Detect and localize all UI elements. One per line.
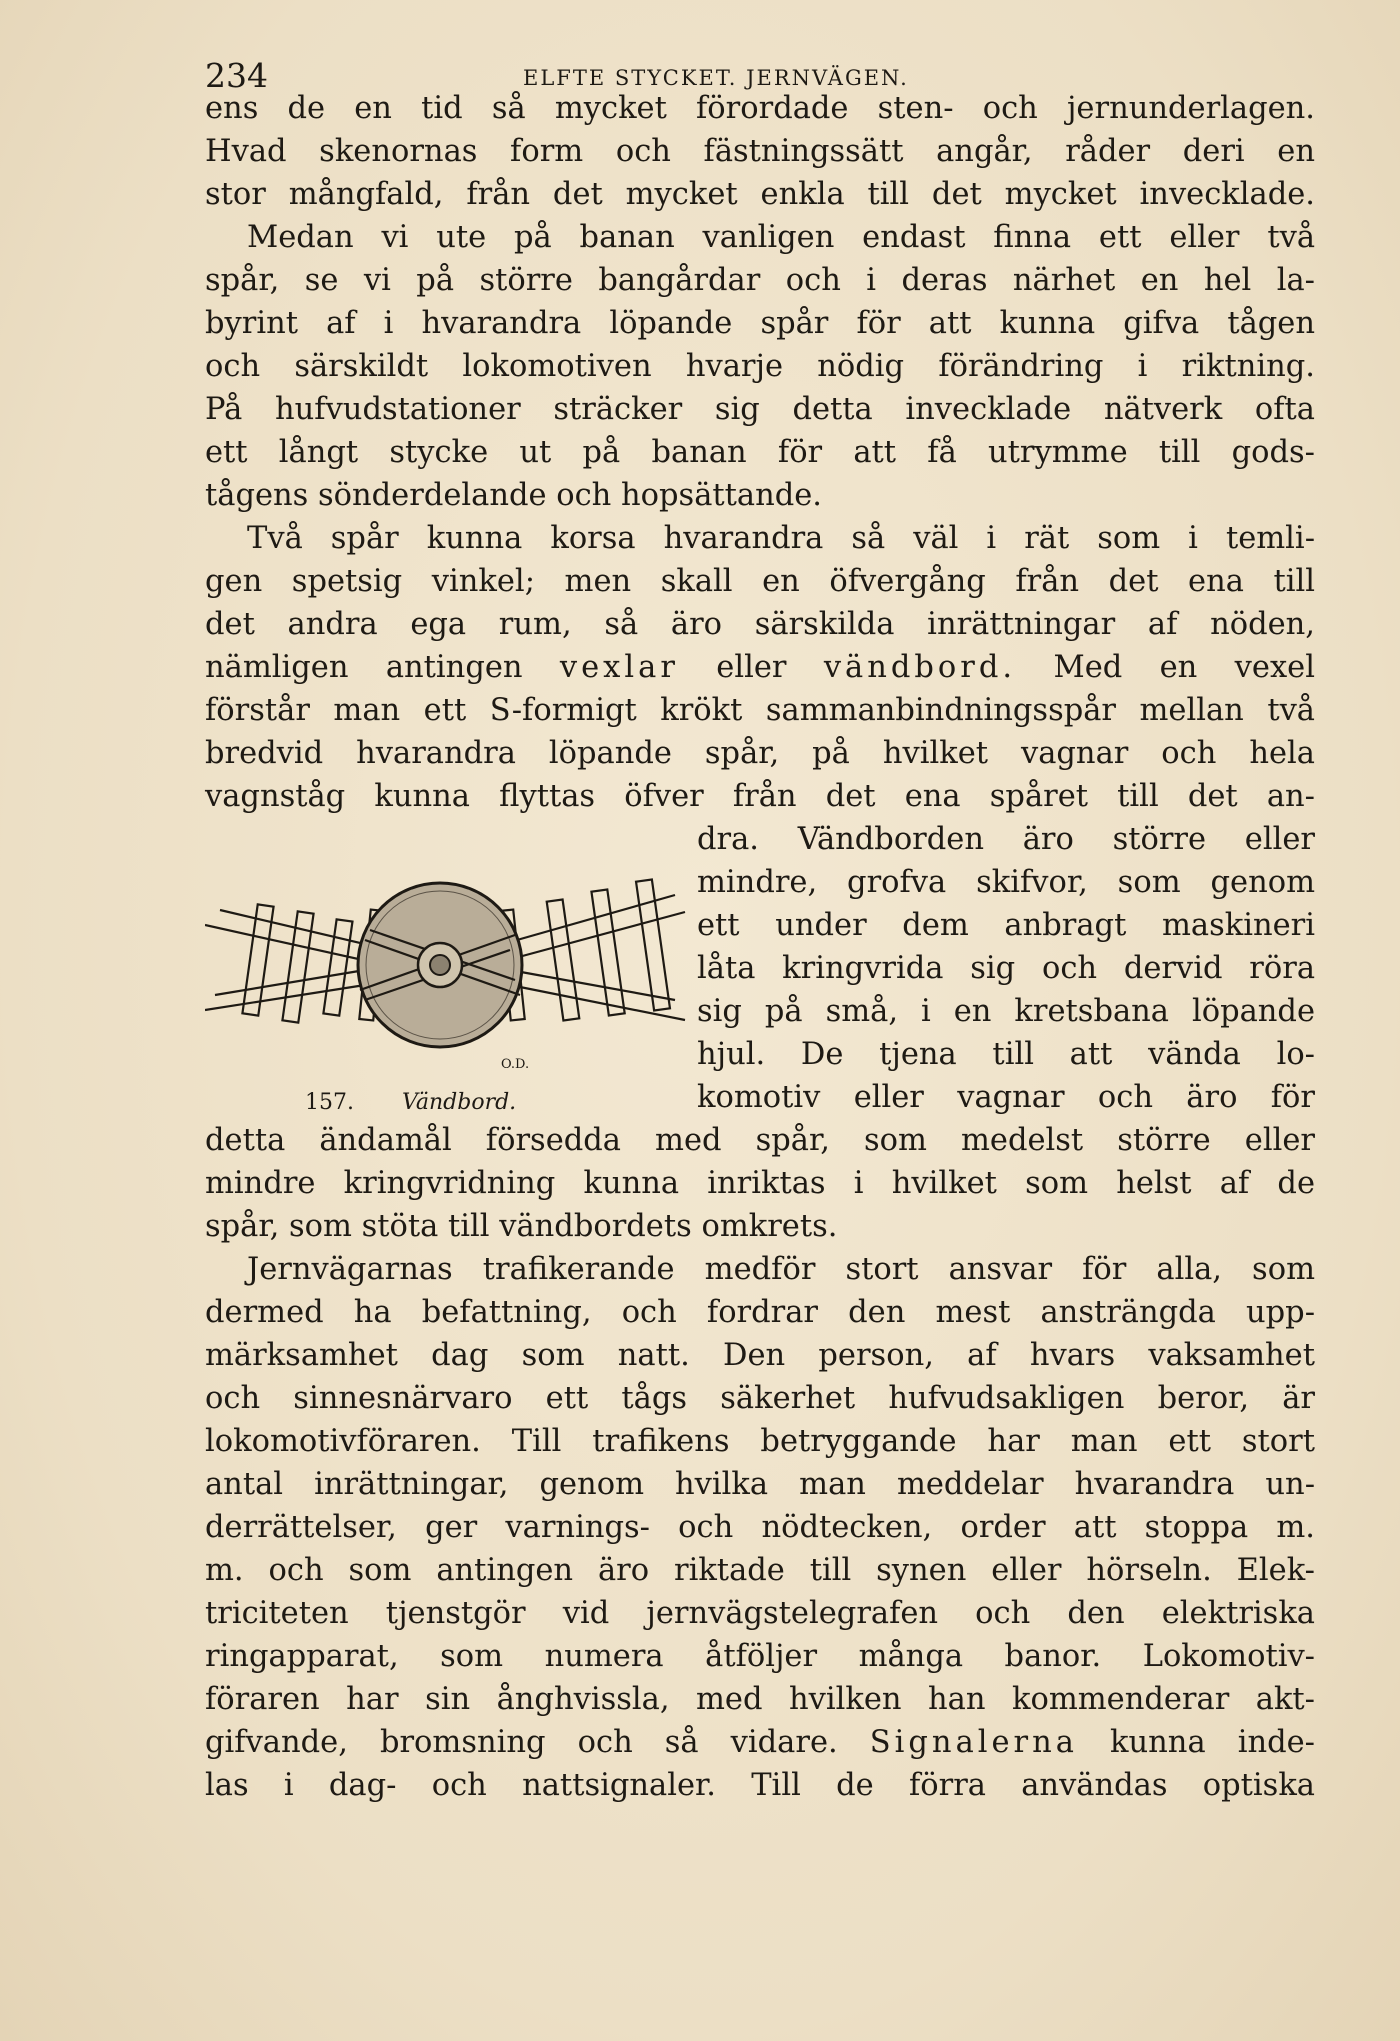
- text-line: ens de en tid så mycket förordade sten- och jernunderlagen.: [205, 91, 1315, 126]
- text-run: gifvande, bromsning och så vidare.: [205, 1725, 838, 1760]
- text-line: ett under dem anbragt maskineri: [697, 908, 1315, 943]
- text-line: hjul. De tjena till att vända lo-: [697, 1037, 1315, 1072]
- text-line: bredvid hvarandra löpande spår, på hvilket vagnar och hela: [205, 736, 1315, 771]
- text-line: komotiv eller vagnar och äro för: [697, 1080, 1315, 1115]
- text-run: kunna inde-: [1110, 1725, 1315, 1760]
- text-line: mindre kringvridning kunna inriktas i hvilket som helst af de: [205, 1166, 1315, 1201]
- text-line: Två spår kunna korsa hvarandra så väl i rät som i temli-: [247, 521, 1315, 556]
- text-line: lokomotivföraren. Till trafikens betryggande har man ett stort: [205, 1424, 1315, 1459]
- text-line: Medan vi ute på banan vanligen endast finna ett eller två: [247, 220, 1315, 255]
- text-line: stor mångfald, från det mycket enkla till det mycket invecklade.: [205, 177, 1315, 212]
- text-line: spår, se vi på större bangårdar och i deras närhet en hel la-: [205, 263, 1315, 298]
- text-line: Hvad skenornas form och fästningssätt angår, råder deri en: [205, 134, 1315, 169]
- text-line: m. och som antingen äro riktade till synen eller hörseln. Elek-: [205, 1553, 1315, 1588]
- text-run: Med en vexel: [1053, 650, 1315, 685]
- text-line: ringapparat, som numera åtföljer många banor. Lokomotiv-: [205, 1639, 1315, 1674]
- text-line: det andra ega rum, så äro särskilda inrättningar af nöden,: [205, 607, 1315, 642]
- text-line: och sinnesnärvaro ett tågs säkerhet hufvudsakligen beror, är: [205, 1381, 1315, 1416]
- text-line: mindre, grofva skifvor, som genom: [697, 865, 1315, 900]
- spaced-term-vandbord: vändbord.: [823, 650, 1017, 685]
- text-line: detta ändamål försedda med spår, som medelst större eller: [205, 1123, 1315, 1158]
- text-line: spår, som stöta till vändbordets omkrets.: [205, 1209, 838, 1244]
- text-line: [205, 1723, 1315, 1763]
- text-line: ett långt stycke ut på banan för att få utrymme till gods-: [205, 435, 1315, 470]
- text-line: triciteten tjenstgör vid jernvägstelegrafen och den elektriska: [205, 1596, 1315, 1631]
- figure-caption: [305, 1090, 516, 1115]
- text-run: eller: [716, 650, 787, 685]
- page-number: 234: [205, 56, 268, 95]
- text-line: märksamhet dag som natt. Den person, af hvars vaksamhet: [205, 1338, 1315, 1373]
- text-line: byrint af i hvarandra löpande spår för att kunna gifva tågen: [205, 306, 1315, 341]
- text-line: [205, 648, 1315, 688]
- text-line: antal inrättningar, genom hvilka man meddelar hvarandra un-: [205, 1467, 1315, 1502]
- text-line: dra. Vändborden äro större eller: [697, 822, 1315, 857]
- text-line: På hufvudstationer sträcker sig detta invecklade nätverk ofta: [205, 392, 1315, 427]
- figure-number: 157.: [305, 1090, 354, 1115]
- running-head: ELFTE STYCKET. JERNVÄGEN.: [523, 66, 909, 90]
- text-line: vagnståg kunna flyttas öfver från det ena spåret till det an-: [205, 779, 1315, 814]
- text-line: derrättelser, ger varnings- och nödtecken, order att stoppa m.: [205, 1510, 1315, 1545]
- text-line: dermed ha befattning, och fordrar den mest ansträngda upp-: [205, 1295, 1315, 1330]
- text-line: föraren har sin ånghvissla, med hvilken han kommenderar akt-: [205, 1682, 1315, 1717]
- text-line: låta kringvrida sig och dervid röra: [697, 951, 1315, 986]
- figure-caption-text: Vändbord.: [402, 1090, 517, 1115]
- text-line: tågens sönderdelande och hopsättande.: [205, 478, 822, 513]
- text-line: las i dag- och nattsignaler. Till de förra användas optiska: [205, 1768, 1315, 1803]
- text-line: sig på små, i en kretsbana löpande: [697, 994, 1315, 1029]
- text-run: nämligen antingen: [205, 650, 523, 685]
- text-line: förstår man ett S-formigt krökt sammanbindningsspår mellan två: [205, 693, 1315, 728]
- turntable-illustration: [205, 870, 695, 1090]
- text-line: gen spetsig vinkel; men skall en öfvergång från det ena till: [205, 564, 1315, 599]
- figure-initials: O.D.: [501, 1057, 530, 1072]
- text-line: Jernvägarnas trafikerande medför stort ansvar för alla, som: [247, 1252, 1315, 1287]
- text-line: och särskildt lokomotiven hvarje nödig förändring i riktning.: [205, 349, 1315, 384]
- spaced-term-signalerna: Signalerna: [869, 1725, 1078, 1760]
- spaced-term-vexlar: vexlar: [559, 650, 679, 685]
